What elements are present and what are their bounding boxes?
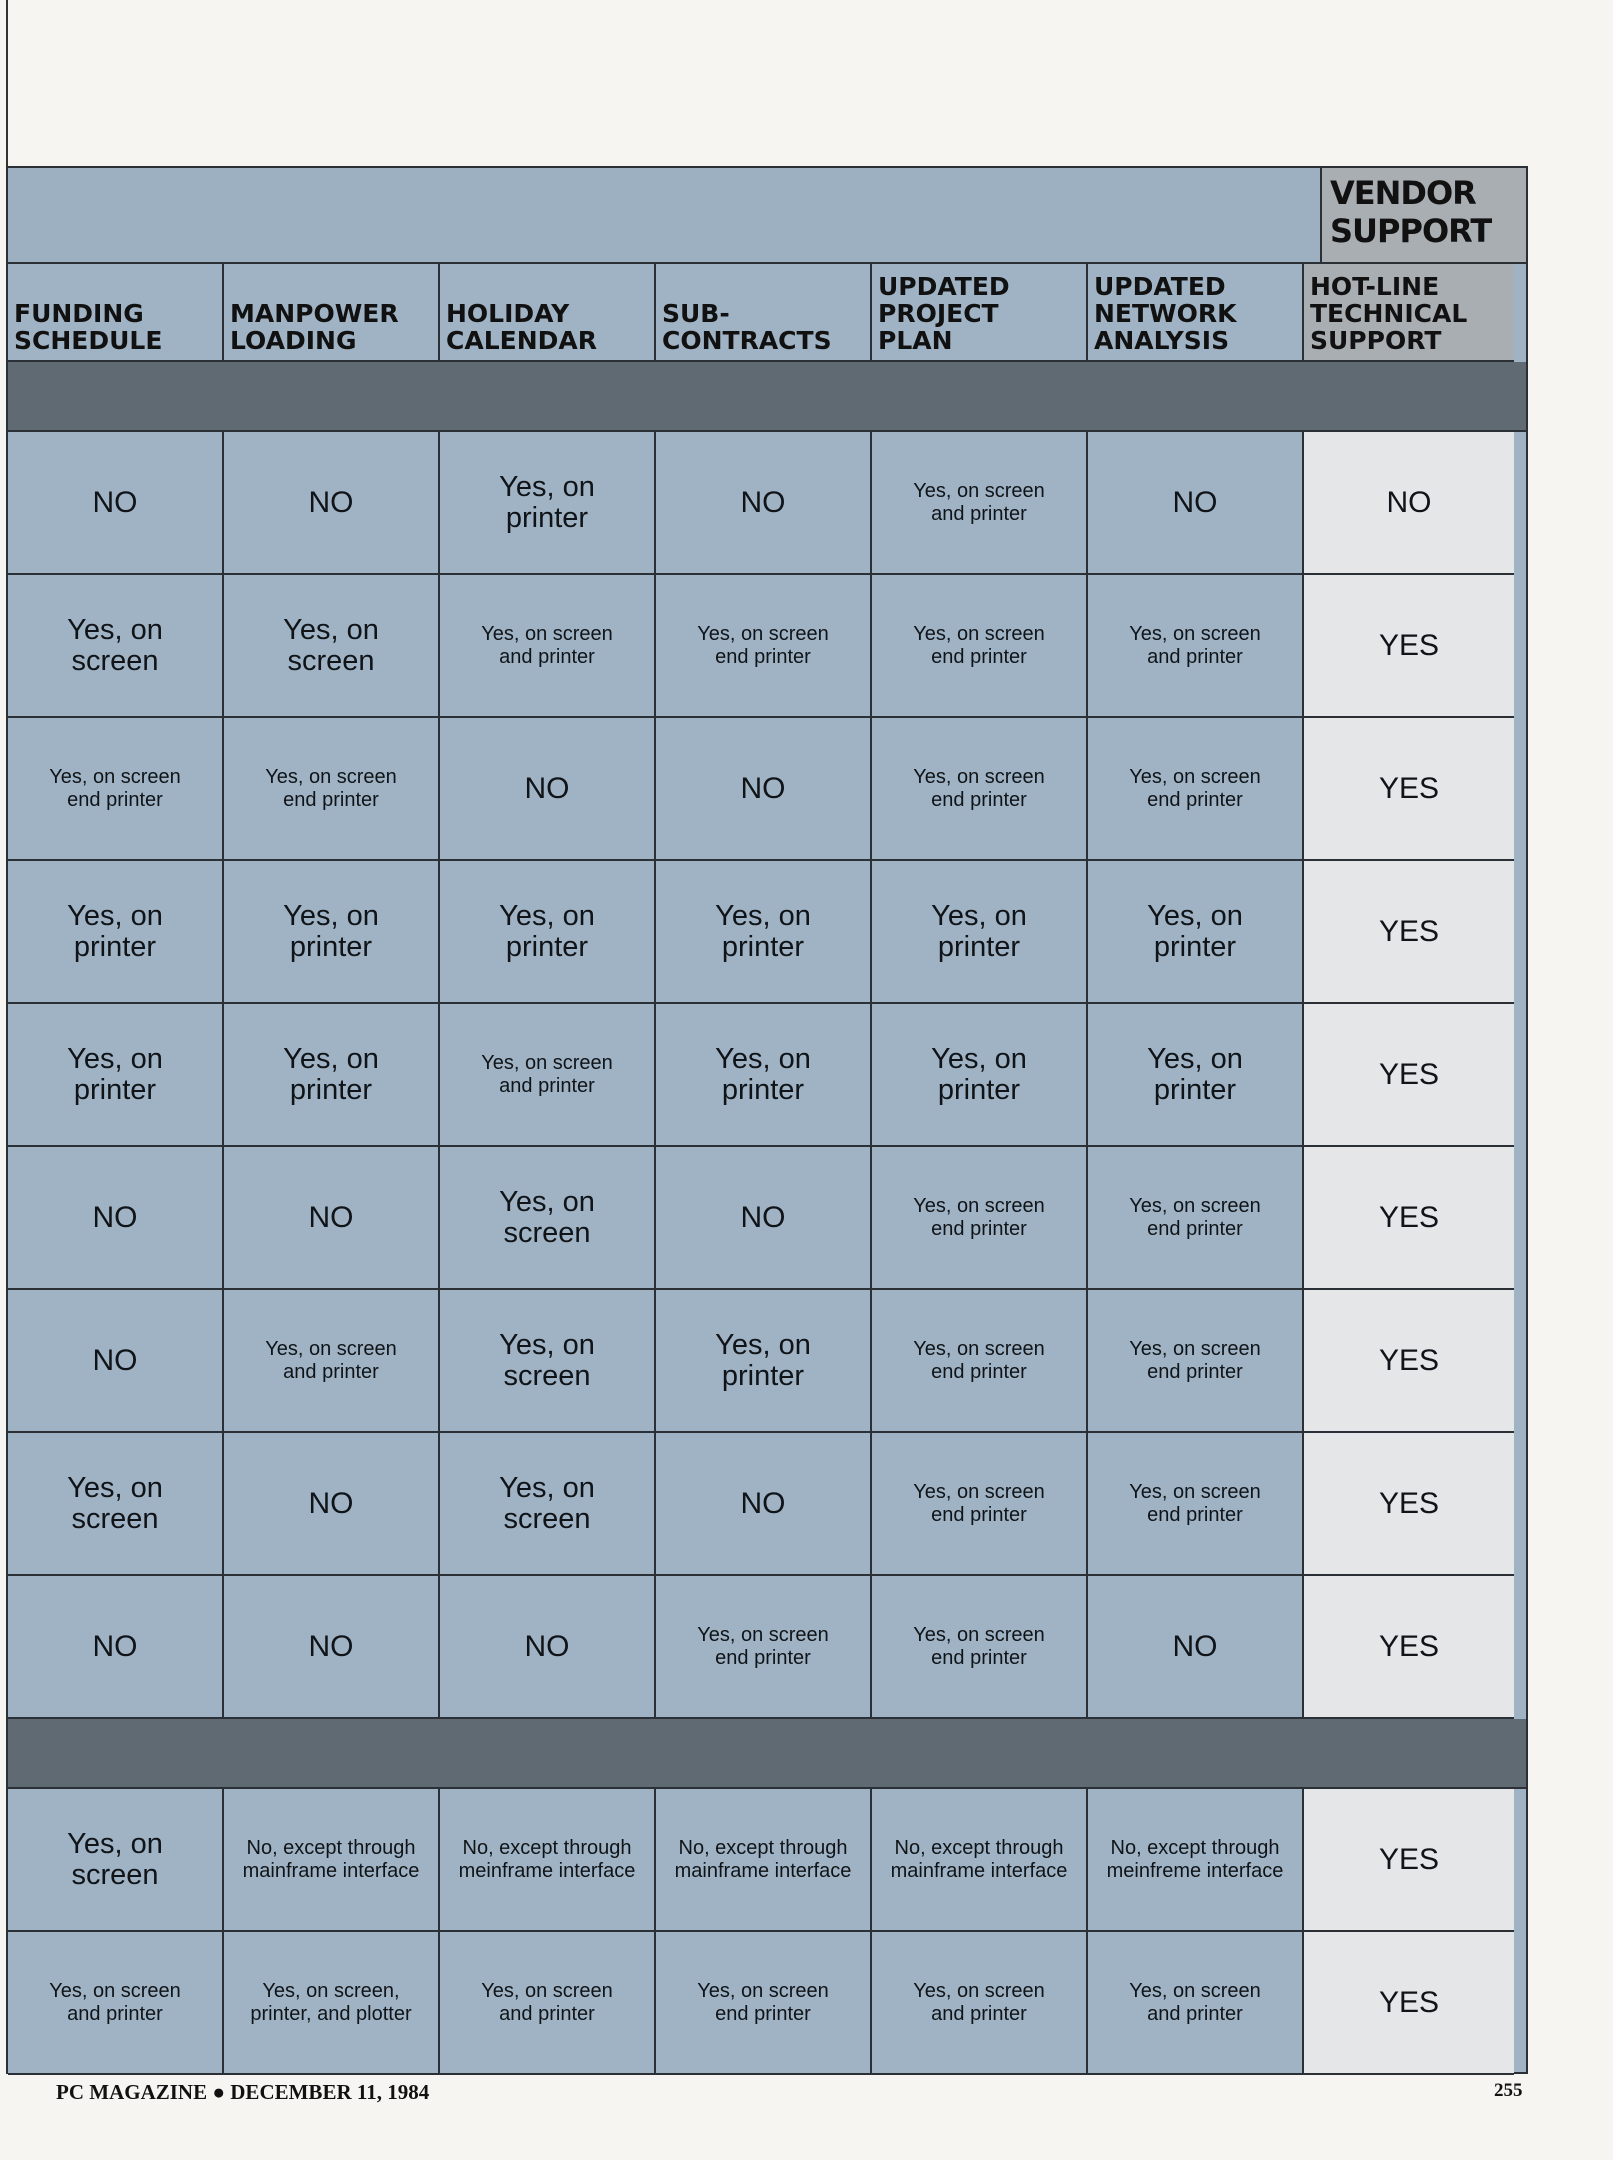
cell-value: No, except through meinframe interface	[458, 1836, 636, 1882]
table-cell	[440, 1789, 656, 1932]
table-cell	[1304, 575, 1514, 718]
table-cell	[1304, 1147, 1514, 1290]
cell-value: Yes, on screen and printer	[1129, 1979, 1261, 2025]
table-cell	[1304, 1004, 1514, 1147]
table-cell	[1304, 718, 1514, 861]
cell-value: Yes, on printer	[715, 899, 811, 963]
cell-value: Yes, on screen end printer	[1129, 1194, 1261, 1240]
table-cell	[440, 1004, 656, 1147]
table-cell	[1304, 1576, 1514, 1719]
cell-value: Yes, on screen end printer	[1129, 1337, 1261, 1383]
table-cell	[1088, 1290, 1304, 1433]
column-header-label: HOLIDAY CALENDAR	[446, 299, 597, 355]
cell-value: YES	[1378, 1486, 1440, 1520]
cell-value: NO	[524, 771, 570, 805]
cell-value: NO	[740, 1200, 786, 1234]
cell-value: Yes, on screen end printer	[697, 622, 829, 668]
table-cell	[8, 1290, 224, 1433]
table-cell	[440, 861, 656, 1004]
table-cell	[872, 1433, 1088, 1576]
cell-value: Yes, on printer	[931, 899, 1027, 963]
table-cell	[440, 718, 656, 861]
cell-value: Yes, on screen and printer	[1129, 622, 1261, 668]
cell-value: Yes, on screen	[67, 1471, 163, 1535]
table-cell	[1088, 718, 1304, 861]
table-cell	[8, 1932, 224, 2075]
cell-value: No, except through mainframe interface	[242, 1836, 420, 1882]
cell-value: YES	[1378, 1343, 1440, 1377]
cell-value: Yes, on screen and printer	[265, 1337, 397, 1383]
cell-value: YES	[1378, 771, 1440, 805]
table-cell	[8, 1576, 224, 1719]
column-header-label: MANPOWER LOADING	[230, 299, 399, 355]
table-cell	[440, 432, 656, 575]
table-cell	[1088, 1004, 1304, 1147]
cell-value: No, except through mainframe interface	[674, 1836, 852, 1882]
table-cell	[224, 718, 440, 861]
table-cell	[224, 1433, 440, 1576]
cell-value: NO	[740, 1486, 786, 1520]
table-cell	[8, 1789, 224, 1932]
cell-value: Yes, on screen end printer	[697, 1979, 829, 2025]
cell-value: Yes, on printer	[283, 899, 379, 963]
cell-value: YES	[1378, 1842, 1440, 1876]
cell-value: Yes, on screen	[283, 613, 379, 677]
table-cell	[656, 1433, 872, 1576]
cell-value: Yes, on screen end printer	[1129, 765, 1261, 811]
table-row	[8, 1290, 1526, 1433]
cell-value: YES	[1378, 1057, 1440, 1091]
table-cell	[656, 1004, 872, 1147]
cell-value: Yes, on screen	[67, 613, 163, 677]
table-cell	[224, 575, 440, 718]
column-header-row	[8, 264, 1526, 362]
table-cell	[224, 432, 440, 575]
vendor-header-line1: VENDOR	[1330, 174, 1476, 212]
cell-value: YES	[1378, 628, 1440, 662]
comparison-table	[6, 166, 1528, 2074]
cell-value: YES	[1378, 1629, 1440, 1663]
table-cell	[224, 1290, 440, 1433]
cell-value: Yes, on screen	[499, 1471, 595, 1535]
cell-value: Yes, on printer	[499, 470, 595, 534]
table-row	[8, 1147, 1526, 1290]
cell-value: NO	[740, 771, 786, 805]
table-cell	[8, 1433, 224, 1576]
cell-value: NO	[308, 485, 354, 519]
column-header-label: FUNDING SCHEDULE	[14, 299, 163, 355]
column-header	[224, 264, 440, 362]
table-cell	[656, 718, 872, 861]
column-header	[872, 264, 1088, 362]
table-cell	[224, 1004, 440, 1147]
cell-value: YES	[1378, 1985, 1440, 2019]
table-cell	[872, 1576, 1088, 1719]
table-row	[8, 1576, 1526, 1719]
cell-value: NO	[308, 1200, 354, 1234]
cell-value: Yes, on screen end printer	[265, 765, 397, 811]
table-cell	[1304, 861, 1514, 1004]
table-cell	[8, 432, 224, 575]
column-header	[1088, 264, 1304, 362]
cell-value: YES	[1378, 914, 1440, 948]
cell-value: YES	[1378, 1200, 1440, 1234]
table-cell	[1088, 432, 1304, 575]
table-cell	[872, 718, 1088, 861]
table-cell	[440, 575, 656, 718]
cell-value: No, except through meinfreme interface	[1106, 1836, 1284, 1882]
table-cell	[1304, 1290, 1514, 1433]
table-cell	[872, 1932, 1088, 2075]
cell-value: NO	[308, 1629, 354, 1663]
cell-value: Yes, on printer	[715, 1328, 811, 1392]
table-cell	[440, 1147, 656, 1290]
table-cell	[440, 1576, 656, 1719]
cell-value: Yes, on screen and printer	[481, 622, 613, 668]
cell-value: NO	[92, 1343, 138, 1377]
table-cell	[656, 1290, 872, 1433]
section-separator	[8, 1719, 1526, 1789]
cell-value: Yes, on screen and printer	[481, 1979, 613, 2025]
cell-value: Yes, on printer	[1147, 1042, 1243, 1106]
cell-value: Yes, on printer	[715, 1042, 811, 1106]
footer-publication: PC MAGAZINE ● DECEMBER 11, 1984	[56, 2080, 430, 2104]
table-cell	[224, 861, 440, 1004]
page-number: 255	[1494, 2080, 1523, 2101]
table-cell	[1088, 575, 1304, 718]
cell-value: Yes, on printer	[1147, 899, 1243, 963]
cell-value: Yes, on screen end printer	[49, 765, 181, 811]
table-cell	[1088, 1932, 1304, 2075]
table-cell	[440, 1433, 656, 1576]
table-cell	[1304, 432, 1514, 575]
cell-value: Yes, on screen end printer	[913, 1623, 1045, 1669]
cell-value: Yes, on screen	[499, 1185, 595, 1249]
cell-value: NO	[92, 1629, 138, 1663]
table-cell	[872, 1147, 1088, 1290]
cell-value: Yes, on screen end printer	[913, 622, 1045, 668]
table-cell	[440, 1290, 656, 1433]
cell-value: Yes, on printer	[67, 899, 163, 963]
table-row	[8, 718, 1526, 861]
vendor-header-line2: SUPPORT	[1330, 212, 1492, 250]
cell-value: Yes, on screen	[499, 1328, 595, 1392]
cell-value: Yes, on printer	[499, 899, 595, 963]
table-cell	[440, 1932, 656, 2075]
table-cell	[656, 861, 872, 1004]
table-cell	[1304, 1789, 1514, 1932]
cell-value: Yes, on screen and printer	[913, 479, 1045, 525]
table-cell	[656, 575, 872, 718]
table-cell	[224, 1789, 440, 1932]
table-row	[8, 861, 1526, 1004]
table-cell	[1088, 1576, 1304, 1719]
cell-value: NO	[92, 1200, 138, 1234]
column-header-label: HOT-LINE TECHNICAL SUPPORT	[1310, 272, 1468, 355]
table-cell	[8, 1004, 224, 1147]
cell-value: No, except through mainframe interface	[890, 1836, 1068, 1882]
cell-value: Yes, on screen end printer	[1129, 1480, 1261, 1526]
cell-value: Yes, on screen, printer, and plotter	[250, 1979, 412, 2025]
table-cell	[872, 575, 1088, 718]
table-cell	[1088, 1789, 1304, 1932]
table-banner	[8, 168, 1526, 264]
column-header-label: UPDATED NETWORK ANALYSIS	[1094, 272, 1237, 355]
cell-value: Yes, on screen and printer	[913, 1979, 1045, 2025]
top-rule	[6, 0, 8, 168]
cell-value: NO	[308, 1486, 354, 1520]
table-cell	[656, 1147, 872, 1290]
table-cell	[1304, 1932, 1514, 2075]
table-cell	[872, 432, 1088, 575]
cell-value: Yes, on screen end printer	[913, 1480, 1045, 1526]
column-header	[8, 264, 224, 362]
table-row	[8, 1932, 1526, 2075]
cell-value: Yes, on screen end printer	[913, 1337, 1045, 1383]
table-cell	[656, 1789, 872, 1932]
cell-value: NO	[1172, 1629, 1218, 1663]
table-row	[8, 575, 1526, 718]
table-cell	[224, 1576, 440, 1719]
table-cell	[872, 1290, 1088, 1433]
column-header-label: UPDATED PROJECT PLAN	[878, 272, 1010, 355]
table-cell	[1088, 861, 1304, 1004]
table-cell	[8, 861, 224, 1004]
table-row	[8, 432, 1526, 575]
cell-value: NO	[1386, 485, 1432, 519]
table-cell	[1088, 1433, 1304, 1576]
column-header	[1304, 264, 1514, 362]
table-cell	[872, 861, 1088, 1004]
table-cell	[872, 1004, 1088, 1147]
table-cell	[8, 1147, 224, 1290]
table-cell	[8, 575, 224, 718]
vendor-support-header	[1320, 168, 1526, 262]
cell-value: NO	[92, 485, 138, 519]
table-row	[8, 1433, 1526, 1576]
table-cell	[1088, 1147, 1304, 1290]
table-row	[8, 1004, 1526, 1147]
cell-value: Yes, on screen and printer	[481, 1051, 613, 1097]
cell-value: Yes, on printer	[67, 1042, 163, 1106]
section-separator	[8, 362, 1526, 432]
column-header-label: SUB- CONTRACTS	[662, 299, 832, 355]
cell-value: NO	[524, 1629, 570, 1663]
table-cell	[1304, 1433, 1514, 1576]
cell-value: Yes, on screen	[67, 1827, 163, 1891]
table-cell	[656, 432, 872, 575]
table-cell	[224, 1147, 440, 1290]
table-cell	[872, 1789, 1088, 1932]
table-cell	[224, 1932, 440, 2075]
cell-value: Yes, on printer	[931, 1042, 1027, 1106]
table-cell	[656, 1932, 872, 2075]
cell-value: Yes, on screen end printer	[913, 765, 1045, 811]
cell-value: NO	[740, 485, 786, 519]
cell-value: NO	[1172, 485, 1218, 519]
cell-value: Yes, on screen end printer	[913, 1194, 1045, 1240]
table-row	[8, 1789, 1526, 1932]
cell-value: Yes, on printer	[283, 1042, 379, 1106]
cell-value: Yes, on screen end printer	[697, 1623, 829, 1669]
table-cell	[8, 718, 224, 861]
table-cell	[656, 1576, 872, 1719]
cell-value: Yes, on screen and printer	[49, 1979, 181, 2025]
column-header	[440, 264, 656, 362]
column-header	[656, 264, 872, 362]
